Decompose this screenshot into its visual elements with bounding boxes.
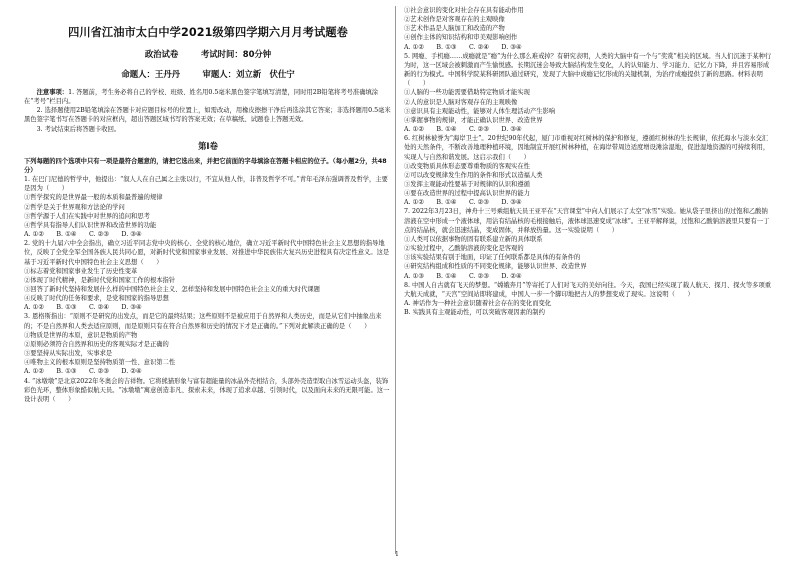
question-option: ①物质是世界的本原，意识是物质的产物 [24, 331, 138, 339]
question-option: ①人类可以依据事物的固有联系建立新的具体联系 [404, 235, 543, 243]
question-stem: 6. 红树林被誉为“海岸卫士”。20世纪90年代起，厦门市重视对红树林的保护和修复，遵循红树林的生长规律，依托海水与淡水交汇处的天然条件，不断改善地理种植环境，因地制宜开展红树林种植，在海岸带周边适度增设滩涂湿地，促进湿地资源的可持续利用，实现人与自然和谐发展。这启示我们（ ） [404, 135, 770, 161]
question-answers: A. ①② B. ①④ C. ②③ D. ③④ [404, 199, 522, 207]
question-2 [24, 239, 392, 312]
question-option: ④要在改造世界的过程中提高认识世界的能力 [404, 190, 530, 198]
question-stem: 4. “冰墩墩”是北京2022年冬奥会的吉祥物。它将熊猫形象与富有超能量的冰晶外壳相结合，头部外壳造型取自冰雪运动头盔，装饰彩色光环，整体形象酷似航天员。“冰墩墩”寓意创造非凡、探索未来，体现了追求卓越、引领时代，以及面向未来的无限可能。这一设计表明（ ） [24, 377, 390, 403]
question-option: B. 实践具有主观能动性，可以突破客观因素的制约 [404, 309, 545, 317]
question-option: ③发挥主观能动性要基于对规律的认识和遵循 [404, 180, 530, 188]
question-1 [24, 175, 392, 239]
question-option: ④研究结构组成和性质的不同变化规律，能够认识世界、改造世界 [404, 263, 587, 271]
question-option: ③该实验结果有别于地面，印证了任何联系都是具体的有条件的 [404, 254, 581, 262]
question-option: ④创作主体的知识结构和审美观影响创作 [404, 34, 518, 42]
question-stem: 3. 恩格斯指出：“原则不是研究的出发点，而是它的最终结果；这些原则不是被应用于自然界和人类历史，而是从它们中抽象出来的；不是自然界和人类去适应原则，而是原则只有在符合自然界和历史的情况下才是正确的。”下列对此解读正确的是（ ） [24, 313, 382, 330]
question-stem: 7. 2022年3月23日，神舟十三号乘组航天员王亚平在“天宫课堂”中向人们展示了太空“冰雪”实验。她从袋子里挤出的过饱和乙酸钠溶液在空中形成一个液体球，用沾有结晶核的毛根接触后，液体球迅速变成“冰球”。王亚平解释说，过饱和乙酸钠溶液里只要有一丁点的结晶核，就会迅速结晶，变成固体，并释放热量。这一实验说明（ ） [404, 208, 770, 234]
column-divider [395, 6, 396, 554]
question-6 [404, 134, 772, 207]
notice-lead: 注意事项： [36, 89, 69, 96]
question-stem: 8. 中国人自古就有飞天的梦想。“嫦娥奔月”等寄托了人们对飞天的美好向往。今天，我国已经实现了载人航天、探月、探火等多项重大航天成就，“天宫”空间站即将建成，中国人一步一个脚印地把古人的梦想变成了现实。这说明（ ） [404, 281, 772, 298]
question-answers: A. ①② B. ①④ C. ②③ D. ③④ [404, 126, 522, 134]
exam-subject-time [24, 49, 392, 60]
reviewer-label: 审题人：刘立新 伏仕宁 [202, 69, 295, 79]
notice-item-2: 2. 选择题使用2B铅笔填涂在答题卡对应题目标号的位置上，如需改动，用橡皮擦擦干净后再选涂其它答案；非选择题用0.5毫米黑色签字笔书写在答题卡的对应框内，超出答题区域书写的答案无效；在草稿纸、试题卷上答题无效。 [24, 107, 391, 124]
question-4-cont [404, 6, 772, 52]
question-option: A. 神话作为一种社会意识随着社会存在的变化而变化 [404, 300, 552, 307]
question-option: ③意识具有主观能动性，能够对人体生理活动产生影响 [404, 107, 556, 115]
question-option: ④唯物主义的根本原则是坚持物质第一性、意识第二性 [24, 359, 176, 367]
notice-item-3: 3. 考试结束后将答题卡收回。 [36, 125, 121, 133]
exam-subject: 政治试卷 [144, 49, 179, 59]
question-option: ①哲学探究的是世界最一般的本质和最普遍的规律 [24, 194, 163, 202]
right-column [404, 6, 772, 317]
question-answers: A. ①③ B. ①④ C. ②③ D. ②④ [404, 272, 522, 280]
question-option: ①人脑的一些功能需要借助特定物质才能实现 [404, 89, 530, 97]
question-option: ④掌握事物的规律，才能正确认识世界、改造世界 [404, 116, 543, 124]
question-option: ②原则必须符合自然界和历史的客观实际才是正确的 [24, 340, 169, 348]
question-option: ③要坚持从实际出发，实事求是 [24, 350, 113, 358]
notice-item-1: 1. 答题前，考生务必将自己的学校、班级、姓名用0.5毫米黑色签字笔填写清楚，同时用2B铅笔将考号准确填涂在“考号”栏目内。 [24, 89, 379, 106]
question-option: ④哲学具有指导人们认识世界和改造世界的功能 [24, 221, 157, 229]
question-option: ②实验过程中，乙酸钠溶液的变化是客观的 [404, 245, 524, 253]
question-7 [404, 207, 772, 280]
question-option: ④反映了时代的任务和要求，是党和国家的指导思想 [24, 295, 169, 303]
section-title: 第Ⅰ卷 [198, 140, 218, 151]
question-option: ②体现了时代精神，是新时代党和国家工作的根本指针 [24, 276, 176, 284]
question-stem: 1. 在巴门尼德的哲学中，他提出：“叙人人在自己属之主张以行，不宜从他人作，非普及哲学不可。”青年毛泽东强调普及哲学，主要是因为（ ） [24, 176, 388, 193]
question-answers: A. ①② B. ①③ C. ②④ D. ③④ [404, 43, 522, 51]
question-option: ①改变物质具体形态要尊重物质的客观实在性 [404, 162, 530, 170]
section-instructions: 下列每题的四个选项中只有一项是最符合题意的，请把它选出来，并把它前面的字母填涂在答题卡相应的位子。（每小题2分，共48分） [24, 157, 387, 174]
question-option: ③艺术作品是人脑加工和改造的产物 [404, 25, 505, 33]
left-column [24, 6, 392, 404]
question-stem: 5. 网瘾、手机瘾……成瘾就是“瘾”为什么那么难戒掉？有研究表明，人类的大脑中有一个与“奖赏”相关的区域。当人们沉迷于某种行为时，这一区域会被刺激而产生愉悦感。长期沉迷会导致大脑结构发生变化，人的认知能力、学习能力、记忆力下降，并且容易形成新的行为模式。中国科学院某科研团队通过研究，发现了大脑中成瘾记忆形成的关键机制，为治疗成瘾提供了新的思路。材料表明（ ） [404, 52, 772, 88]
question-option: ②艺术创作是对客观存在的主观映像 [404, 16, 505, 24]
question-option: ①标志着党和国家事业发生了历史性变革 [24, 267, 138, 275]
notice-block [24, 88, 392, 134]
question-option: ②可以改变规律发生作用的条件和形式以造福人类 [404, 171, 543, 179]
question-answers: A. ①② B. ①④ C. ②③ D. ③④ [24, 231, 142, 239]
question-option: ①社会意识的变化对社会存在具有能动作用 [404, 7, 524, 14]
question-8 [404, 281, 772, 318]
question-option: ②哲学是关于世界观和方法论的学问 [24, 203, 125, 211]
question-3 [24, 312, 392, 376]
exam-time: 考试时间：80分钟 [200, 49, 272, 59]
question-stem: 2. 党的十九届六中全会指出，确立习近平同志党中央的核心、全党的核心地位，确立习近平新时代中国特色社会主义思想的指导地位，反映了全党全军全国各族人民共同心愿，对新时代党和国家事业发展、对推进中华民族伟大复兴历史进程具有决定性意义。这是基于习近平新时代中国特色社会主义思想（ ） [24, 240, 390, 266]
exam-title: 四川省江油市太白中学2021级第四学期六月月考试题卷 [68, 26, 348, 39]
question-option: ③回答了新时代坚持和发展什么样的中国特色社会主义、怎样坚持和发展中国特色社会主义的重大时代课题 [24, 285, 320, 293]
question-5 [404, 52, 772, 134]
question-option: ③哲学源于人们在实践中对世界的追问和思考 [24, 212, 150, 220]
page-number: 1 [395, 551, 399, 558]
question-answers: A. ①② B. ①③ C. ②③ D. ②④ [24, 368, 142, 376]
exam-authors [24, 69, 392, 80]
question-option: ②人的意识是人脑对客观存在的主观映像 [404, 98, 518, 106]
question-answers: A. ①② B. ①③ C. ②④ D. ③④ [24, 304, 142, 312]
author-label: 命题人：王丹丹 [121, 69, 180, 79]
question-4 [24, 377, 392, 404]
